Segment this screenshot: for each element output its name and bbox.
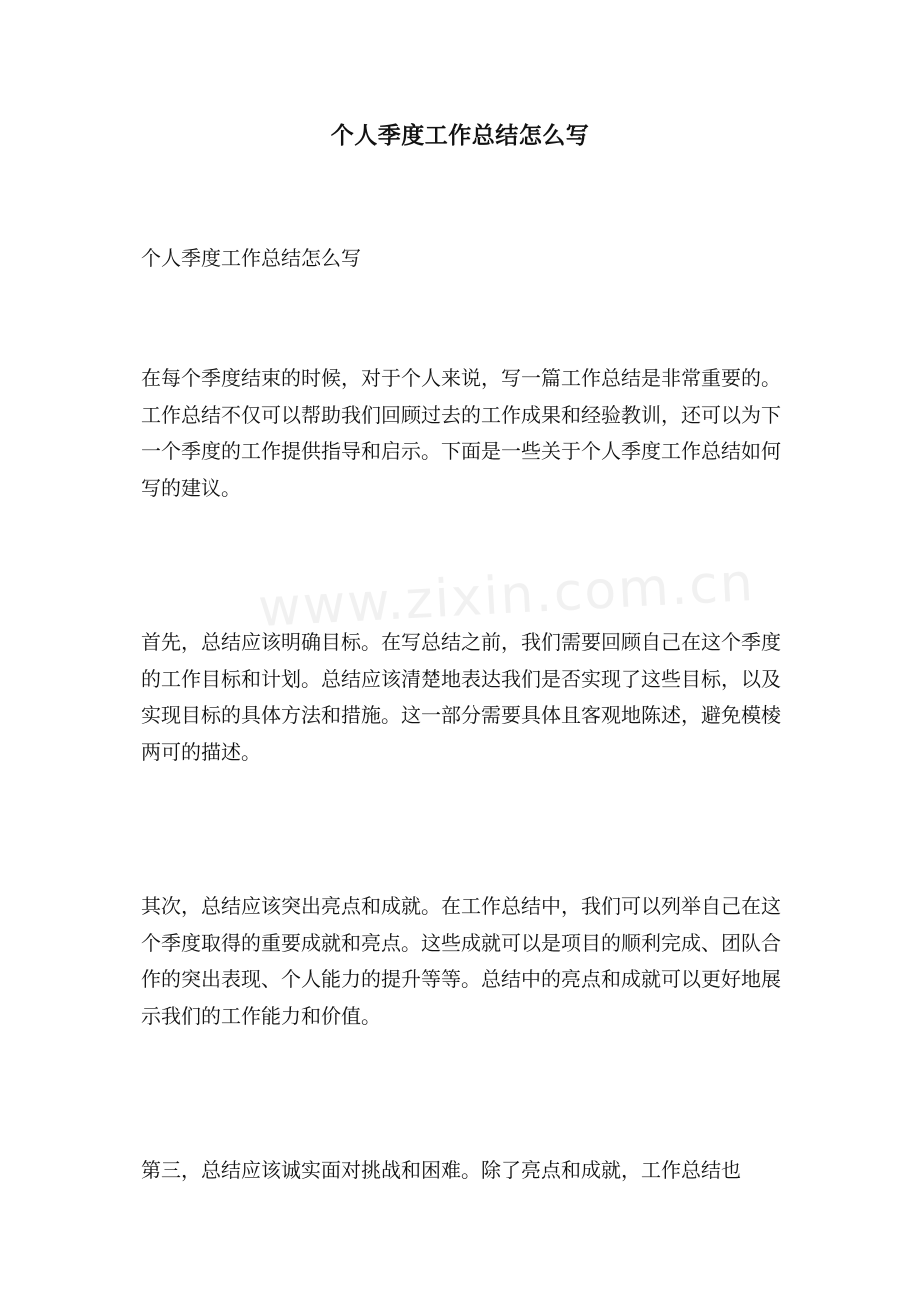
paragraph-first: 首先，总结应该明确目标。在写总结之前，我们需要回顾自己在这个季度的工作目标和计划。总结应该清楚地表达我们是否实现了这些目标，以及实现目标的具体方法和措施。这一部分需要具体且客观地陈述，避免模棱两可的描述。 bbox=[141, 630, 781, 764]
paragraph-third: 第三，总结应该诚实面对挑战和困难。除了亮点和成就，工作总结也 bbox=[141, 1158, 741, 1182]
watermark: www.zixin.com.cn bbox=[256, 553, 757, 639]
paragraph-intro: 在每个季度结束的时候，对于个人来说，写一篇工作总结是非常重要的。工作总结不仅可以帮助我们回顾过去的工作成果和经验教训，还可以为下一个季度的工作提供指导和启示。下面是一些关于个人季度工作总结如何写的建议。 bbox=[141, 366, 781, 500]
document-title: 个人季度工作总结怎么写 bbox=[330, 122, 590, 149]
paragraph-second: 其次，总结应该突出亮点和成就。在工作总结中，我们可以列举自己在这个季度取得的重要成就和亮点。这些成就可以是项目的顺利完成、团队合作的突出表现、个人能力的提升等等。总结中的亮点和成就可以更好地展示我们的工作能力和价值。 bbox=[141, 894, 781, 1028]
document-subtitle: 个人季度工作总结怎么写 bbox=[141, 246, 361, 270]
